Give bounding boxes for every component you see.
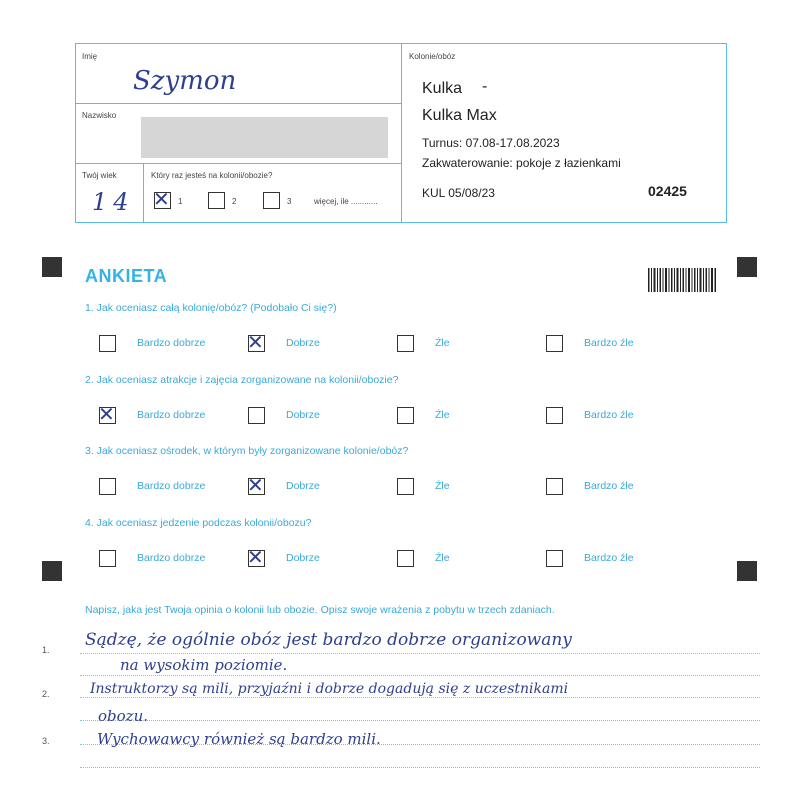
redacted-surname <box>141 117 388 158</box>
registration-mark <box>737 257 757 277</box>
rating-checkbox[interactable] <box>397 407 414 424</box>
rating-checkbox[interactable] <box>247 330 265 354</box>
rating-option-label: Bardzo źle <box>584 552 634 564</box>
check-x-icon: ✕ <box>247 545 264 569</box>
form-number: 02425 <box>648 183 687 199</box>
rating-option-label: Bardzo dobrze <box>137 552 206 564</box>
imie-value: Szymon <box>133 66 237 96</box>
wiek-label: Twój wiek <box>82 171 117 180</box>
nazwisko-label: Nazwisko <box>82 111 117 120</box>
rating-checkbox[interactable] <box>546 335 563 352</box>
question-text: 1. Jak oceniasz całą kolonię/obóz? (Podobało Ci się?) <box>85 302 337 314</box>
rating-checkbox[interactable] <box>247 545 265 569</box>
rating-checkbox[interactable] <box>99 478 116 495</box>
writing-line <box>80 697 760 698</box>
camp-mark: - <box>482 78 488 95</box>
rating-checkbox[interactable] <box>99 550 116 567</box>
rating-option-label: Bardzo źle <box>584 409 634 421</box>
ktory-raz-checkbox[interactable] <box>263 192 280 209</box>
rating-option-label: Dobrze <box>286 337 320 349</box>
writing-line <box>80 653 760 654</box>
rating-option-label: Dobrze <box>286 552 320 564</box>
registration-mark <box>42 257 62 277</box>
kolonie-label: Kolonie/obóz <box>409 52 456 61</box>
rating-checkbox[interactable] <box>247 473 265 497</box>
line-number: 2. <box>42 689 50 699</box>
survey-title: ANKIETA <box>85 266 168 286</box>
handwritten-line: obozu. <box>98 707 148 725</box>
handwritten-line: na wysokim poziomie. <box>120 656 288 674</box>
rating-option-label: Źle <box>435 480 450 492</box>
question-text: 2. Jak oceniasz atrakcje i zajęcia zorganizowane na kolonii/obozie? <box>85 374 399 386</box>
line-number: 1. <box>42 645 50 655</box>
rating-checkbox[interactable] <box>248 407 265 424</box>
header-divider <box>75 103 401 104</box>
camp-code: KUL 05/08/23 <box>422 186 495 200</box>
ktory-raz-more: więcej, ile ............ <box>314 197 378 206</box>
ktory-raz-option-label: 1 <box>178 197 183 206</box>
rating-option-label: Źle <box>435 337 450 349</box>
rating-checkbox[interactable] <box>546 550 563 567</box>
rating-option-label: Dobrze <box>286 409 320 421</box>
writing-line <box>80 675 760 676</box>
ktory-raz-checkbox[interactable] <box>153 187 171 211</box>
writing-line <box>80 720 760 721</box>
barcode-icon <box>648 268 718 292</box>
header-divider <box>401 43 402 223</box>
handwritten-line: Wychowawcy również są bardzo mili. <box>97 730 381 748</box>
rating-checkbox[interactable] <box>397 550 414 567</box>
check-x-icon: ✕ <box>98 402 115 426</box>
imie-label: Imię <box>82 52 98 61</box>
rating-option-label: Bardzo źle <box>584 337 634 349</box>
zakwaterowanie: Zakwaterowanie: pokoje z łazienkami <box>422 156 621 170</box>
rating-option-label: Bardzo źle <box>584 480 634 492</box>
opinion-prompt: Napisz, jaka jest Twoja opinia o kolonii lub obozie. Opisz swoje wrażenia z pobytu w trzech zdaniach. <box>85 604 555 616</box>
rating-option-label: Źle <box>435 409 450 421</box>
camp-variant: Kulka Max <box>422 107 497 124</box>
header-divider <box>75 163 401 164</box>
question-text: 3. Jak oceniasz ośrodek, w którym były zorganizowane kolonie/obóz? <box>85 445 409 457</box>
wiek-value: 14 <box>92 188 135 216</box>
writing-line <box>80 767 760 768</box>
line-number: 3. <box>42 736 50 746</box>
camp-name: Kulka <box>422 80 463 97</box>
registration-mark <box>737 561 757 581</box>
check-x-icon: ✕ <box>247 473 264 497</box>
handwritten-line: Instruktorzy są mili, przyjaźni i dobrze dogadują się z uczestnikami <box>90 681 569 697</box>
handwritten-line: Sądzę, że ogólnie obóz jest bardzo dobrze organizowany <box>85 630 572 650</box>
rating-option-label: Bardzo dobrze <box>137 409 206 421</box>
rating-checkbox[interactable] <box>546 407 563 424</box>
check-x-icon: ✕ <box>153 187 170 211</box>
header-divider <box>143 163 144 223</box>
rating-checkbox[interactable] <box>546 478 563 495</box>
question-text: 4. Jak oceniasz jedzenie podczas kolonii/obozu? <box>85 517 312 529</box>
check-x-icon: ✕ <box>247 330 264 354</box>
rating-option-label: Źle <box>435 552 450 564</box>
rating-checkbox[interactable] <box>397 478 414 495</box>
ktory-raz-option-label: 3 <box>287 197 292 206</box>
registration-mark <box>42 561 62 581</box>
rating-option-label: Bardzo dobrze <box>137 480 206 492</box>
ktory-raz-checkbox[interactable] <box>208 192 225 209</box>
rating-option-label: Dobrze <box>286 480 320 492</box>
ktory-raz-label: Który raz jesteś na kolonii/obozie? <box>151 171 273 180</box>
rating-checkbox[interactable] <box>397 335 414 352</box>
rating-checkbox[interactable] <box>99 335 116 352</box>
rating-checkbox[interactable] <box>98 402 116 426</box>
ktory-raz-option-label: 2 <box>232 197 237 206</box>
rating-option-label: Bardzo dobrze <box>137 337 206 349</box>
turnus: Turnus: 07.08-17.08.2023 <box>422 136 560 150</box>
